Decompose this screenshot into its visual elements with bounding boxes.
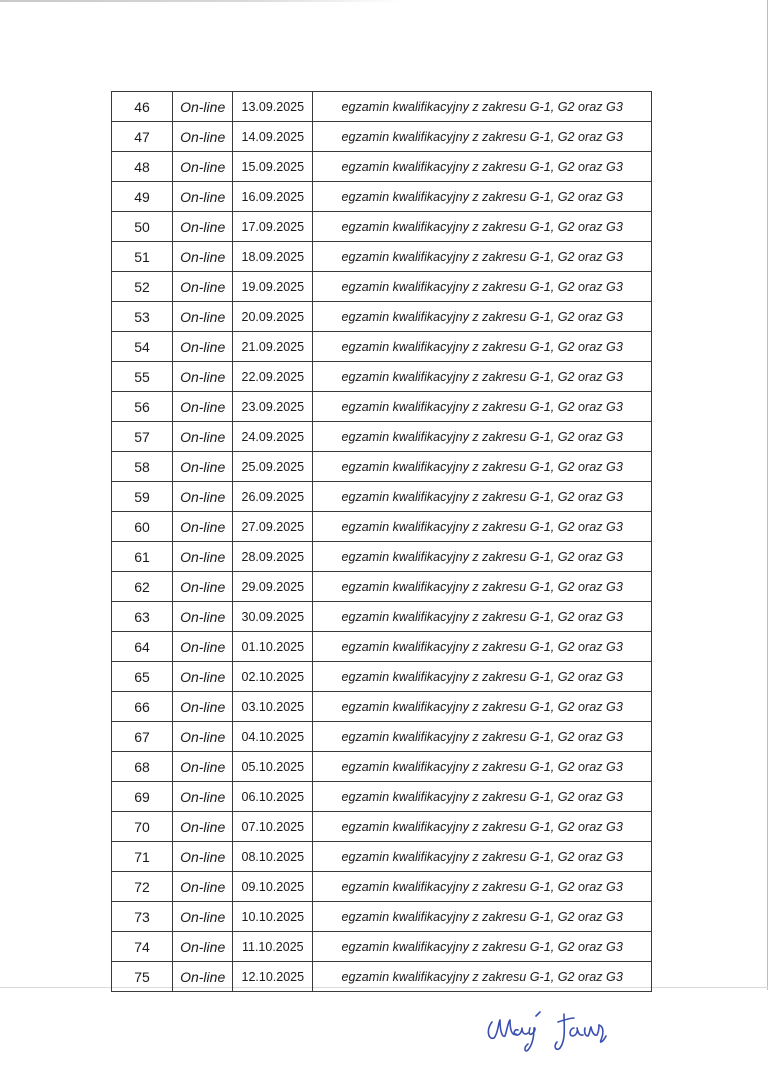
- exam-mode: On-line: [173, 962, 233, 992]
- exam-mode: On-line: [173, 242, 233, 272]
- exam-date: 20.09.2025: [233, 302, 313, 332]
- row-number: 64: [112, 632, 173, 662]
- exam-description: egzamin kwalifikacyjny z zakresu G-1, G2 oraz G3: [313, 212, 652, 242]
- row-number: 47: [112, 122, 173, 152]
- exam-description: egzamin kwalifikacyjny z zakresu G-1, G2 oraz G3: [313, 872, 652, 902]
- row-number: 59: [112, 482, 173, 512]
- exam-date: 09.10.2025: [233, 872, 313, 902]
- exam-description: egzamin kwalifikacyjny z zakresu G-1, G2 oraz G3: [313, 932, 652, 962]
- exam-description: egzamin kwalifikacyjny z zakresu G-1, G2 oraz G3: [313, 302, 652, 332]
- exam-mode: On-line: [173, 332, 233, 362]
- row-number: 73: [112, 902, 173, 932]
- exam-date: 12.10.2025: [233, 962, 313, 992]
- table-row: [112, 572, 652, 602]
- exam-date: 23.09.2025: [233, 392, 313, 422]
- table-row: [112, 242, 652, 272]
- exam-description: egzamin kwalifikacyjny z zakresu G-1, G2 oraz G3: [313, 392, 652, 422]
- table-row: [112, 272, 652, 302]
- row-number: 51: [112, 242, 173, 272]
- exam-mode: On-line: [173, 632, 233, 662]
- exam-mode: On-line: [173, 122, 233, 152]
- exam-description: egzamin kwalifikacyjny z zakresu G-1, G2 oraz G3: [313, 452, 652, 482]
- exam-mode: On-line: [173, 362, 233, 392]
- exam-mode: On-line: [173, 212, 233, 242]
- table-row: [112, 332, 652, 362]
- exam-description: egzamin kwalifikacyjny z zakresu G-1, G2 oraz G3: [313, 752, 652, 782]
- exam-mode: On-line: [173, 872, 233, 902]
- row-number: 50: [112, 212, 173, 242]
- exam-date: 30.09.2025: [233, 602, 313, 632]
- scan-edge-top: [0, 0, 400, 2]
- table-row: [112, 122, 652, 152]
- exam-description: egzamin kwalifikacyjny z zakresu G-1, G2 oraz G3: [313, 242, 652, 272]
- exam-date: 26.09.2025: [233, 482, 313, 512]
- row-number: 56: [112, 392, 173, 422]
- exam-mode: On-line: [173, 812, 233, 842]
- exam-mode: On-line: [173, 182, 233, 212]
- row-number: 62: [112, 572, 173, 602]
- exam-mode: On-line: [173, 542, 233, 572]
- exam-description: egzamin kwalifikacyjny z zakresu G-1, G2 oraz G3: [313, 482, 652, 512]
- exam-mode: On-line: [173, 842, 233, 872]
- table-row: [112, 152, 652, 182]
- table-row: [112, 362, 652, 392]
- row-number: 68: [112, 752, 173, 782]
- table-row: [112, 962, 652, 992]
- row-number: 58: [112, 452, 173, 482]
- row-number: 74: [112, 932, 173, 962]
- table-row: [112, 662, 652, 692]
- exam-date: 08.10.2025: [233, 842, 313, 872]
- exam-date: 06.10.2025: [233, 782, 313, 812]
- table-row: [112, 812, 652, 842]
- exam-date: 19.09.2025: [233, 272, 313, 302]
- exam-date: 21.09.2025: [233, 332, 313, 362]
- row-number: 55: [112, 362, 173, 392]
- exam-description: egzamin kwalifikacyjny z zakresu G-1, G2 oraz G3: [313, 152, 652, 182]
- exam-date: 04.10.2025: [233, 722, 313, 752]
- exam-description: egzamin kwalifikacyjny z zakresu G-1, G2 oraz G3: [313, 122, 652, 152]
- exam-description: egzamin kwalifikacyjny z zakresu G-1, G2 oraz G3: [313, 902, 652, 932]
- table-row: [112, 482, 652, 512]
- exam-mode: On-line: [173, 422, 233, 452]
- table-row: [112, 932, 652, 962]
- table-row: [112, 212, 652, 242]
- exam-description: egzamin kwalifikacyjny z zakresu G-1, G2 oraz G3: [313, 512, 652, 542]
- row-number: 71: [112, 842, 173, 872]
- row-number: 49: [112, 182, 173, 212]
- table-row: [112, 632, 652, 662]
- exam-mode: On-line: [173, 482, 233, 512]
- exam-description: egzamin kwalifikacyjny z zakresu G-1, G2 oraz G3: [313, 842, 652, 872]
- table-row: [112, 872, 652, 902]
- exam-date: 13.09.2025: [233, 92, 313, 122]
- exam-description: egzamin kwalifikacyjny z zakresu G-1, G2 oraz G3: [313, 272, 652, 302]
- exam-mode: On-line: [173, 722, 233, 752]
- row-number: 54: [112, 332, 173, 362]
- exam-date: 02.10.2025: [233, 662, 313, 692]
- row-number: 52: [112, 272, 173, 302]
- exam-date: 18.09.2025: [233, 242, 313, 272]
- table-row: [112, 602, 652, 632]
- row-number: 67: [112, 722, 173, 752]
- exam-date: 22.09.2025: [233, 362, 313, 392]
- exam-mode: On-line: [173, 392, 233, 422]
- exam-mode: On-line: [173, 572, 233, 602]
- exam-description: egzamin kwalifikacyjny z zakresu G-1, G2 oraz G3: [313, 572, 652, 602]
- table-row: [112, 92, 652, 122]
- table-row: [112, 842, 652, 872]
- row-number: 57: [112, 422, 173, 452]
- exam-description: egzamin kwalifikacyjny z zakresu G-1, G2 oraz G3: [313, 962, 652, 992]
- exam-mode: On-line: [173, 902, 233, 932]
- exam-schedule-table: [111, 91, 652, 992]
- row-number: 60: [112, 512, 173, 542]
- exam-date: 11.10.2025: [233, 932, 313, 962]
- exam-date: 27.09.2025: [233, 512, 313, 542]
- table-row: [112, 422, 652, 452]
- table-row: [112, 752, 652, 782]
- exam-date: 14.09.2025: [233, 122, 313, 152]
- exam-date: 24.09.2025: [233, 422, 313, 452]
- exam-date: 15.09.2025: [233, 152, 313, 182]
- exam-mode: On-line: [173, 662, 233, 692]
- exam-mode: On-line: [173, 752, 233, 782]
- exam-mode: On-line: [173, 932, 233, 962]
- exam-date: 07.10.2025: [233, 812, 313, 842]
- exam-description: egzamin kwalifikacyjny z zakresu G-1, G2 oraz G3: [313, 782, 652, 812]
- row-number: 46: [112, 92, 173, 122]
- exam-date: 16.09.2025: [233, 182, 313, 212]
- exam-description: egzamin kwalifikacyjny z zakresu G-1, G2 oraz G3: [313, 182, 652, 212]
- exam-description: egzamin kwalifikacyjny z zakresu G-1, G2 oraz G3: [313, 722, 652, 752]
- exam-date: 28.09.2025: [233, 542, 313, 572]
- exam-mode: On-line: [173, 782, 233, 812]
- exam-date: 03.10.2025: [233, 692, 313, 722]
- table-row: [112, 302, 652, 332]
- handwritten-signature-icon: [478, 1000, 638, 1060]
- row-number: 65: [112, 662, 173, 692]
- row-number: 75: [112, 962, 173, 992]
- exam-mode: On-line: [173, 272, 233, 302]
- table-row: [112, 392, 652, 422]
- table-row: [112, 692, 652, 722]
- exam-mode: On-line: [173, 692, 233, 722]
- row-number: 72: [112, 872, 173, 902]
- table-row: [112, 902, 652, 932]
- table-row: [112, 452, 652, 482]
- exam-description: egzamin kwalifikacyjny z zakresu G-1, G2 oraz G3: [313, 542, 652, 572]
- exam-description: egzamin kwalifikacyjny z zakresu G-1, G2 oraz G3: [313, 602, 652, 632]
- exam-date: 01.10.2025: [233, 632, 313, 662]
- table-row: [112, 182, 652, 212]
- exam-date: 25.09.2025: [233, 452, 313, 482]
- exam-date: 10.10.2025: [233, 902, 313, 932]
- exam-schedule-body: [112, 92, 652, 992]
- table-row: [112, 512, 652, 542]
- exam-description: egzamin kwalifikacyjny z zakresu G-1, G2 oraz G3: [313, 422, 652, 452]
- row-number: 61: [112, 542, 173, 572]
- row-number: 70: [112, 812, 173, 842]
- row-number: 63: [112, 602, 173, 632]
- exam-date: 29.09.2025: [233, 572, 313, 602]
- exam-mode: On-line: [173, 152, 233, 182]
- table-row: [112, 782, 652, 812]
- exam-date: 17.09.2025: [233, 212, 313, 242]
- table-row: [112, 722, 652, 752]
- row-number: 69: [112, 782, 173, 812]
- exam-mode: On-line: [173, 92, 233, 122]
- row-number: 48: [112, 152, 173, 182]
- row-number: 66: [112, 692, 173, 722]
- exam-date: 05.10.2025: [233, 752, 313, 782]
- exam-mode: On-line: [173, 452, 233, 482]
- exam-description: egzamin kwalifikacyjny z zakresu G-1, G2 oraz G3: [313, 332, 652, 362]
- exam-description: egzamin kwalifikacyjny z zakresu G-1, G2 oraz G3: [313, 362, 652, 392]
- exam-description: egzamin kwalifikacyjny z zakresu G-1, G2 oraz G3: [313, 812, 652, 842]
- exam-description: egzamin kwalifikacyjny z zakresu G-1, G2 oraz G3: [313, 92, 652, 122]
- exam-mode: On-line: [173, 302, 233, 332]
- exam-description: egzamin kwalifikacyjny z zakresu G-1, G2 oraz G3: [313, 692, 652, 722]
- exam-mode: On-line: [173, 512, 233, 542]
- exam-description: egzamin kwalifikacyjny z zakresu G-1, G2 oraz G3: [313, 632, 652, 662]
- exam-mode: On-line: [173, 602, 233, 632]
- exam-description: egzamin kwalifikacyjny z zakresu G-1, G2 oraz G3: [313, 662, 652, 692]
- row-number: 53: [112, 302, 173, 332]
- table-row: [112, 542, 652, 572]
